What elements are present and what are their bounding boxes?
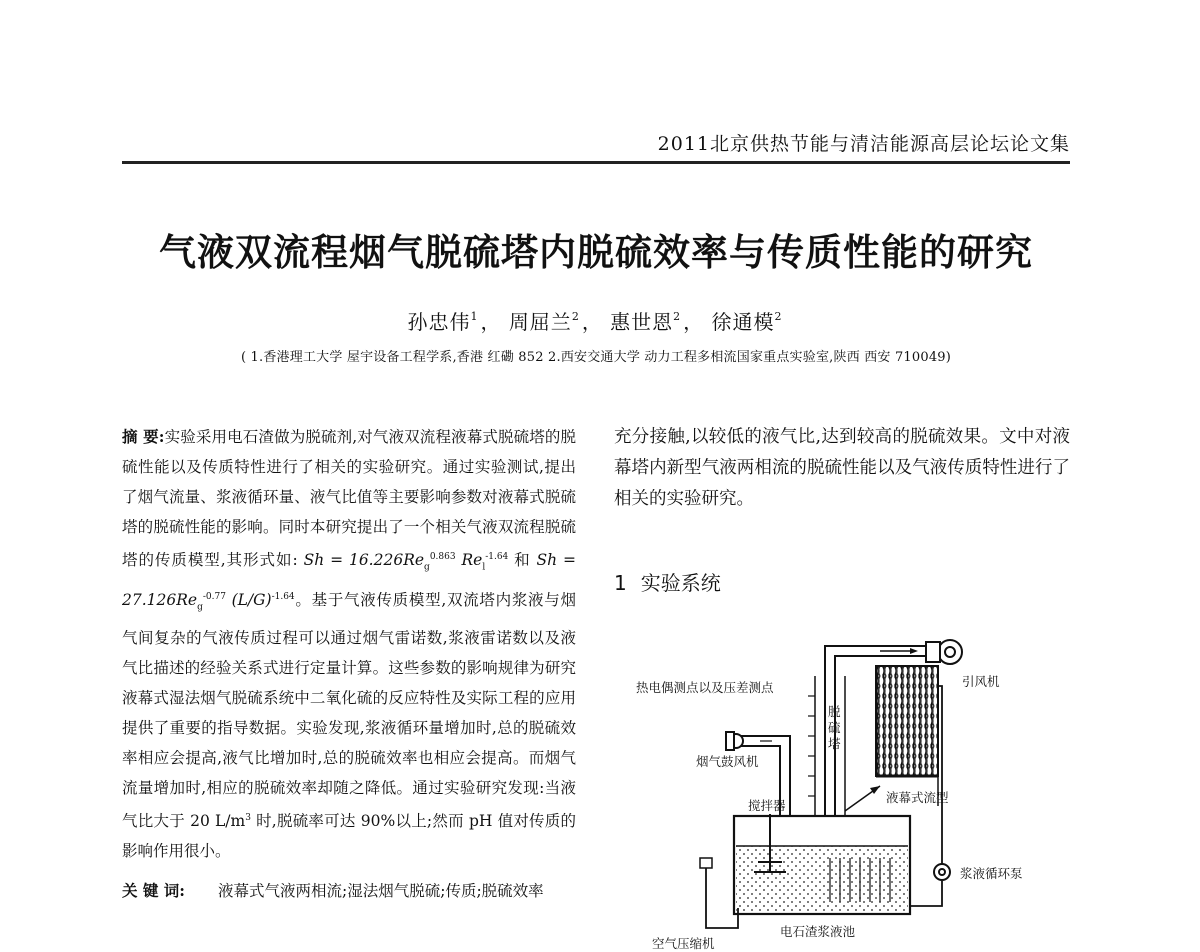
author-name: 周屈兰 bbox=[508, 310, 572, 334]
section-title-text: 实验系统 bbox=[640, 571, 721, 595]
label-tank: 电石渣浆液池 bbox=[780, 924, 856, 939]
author-separator: ， bbox=[480, 310, 502, 334]
running-header: 2011北京供热节能与清洁能源高层论坛论文集 bbox=[657, 133, 1070, 155]
author-affil-mark: 2 bbox=[571, 310, 580, 323]
abstract-text-1: 实验采用电石渣做为脱硫剂,对气液双流程液幕式脱硫塔的脱硫性能以及传质特性进行了相关的实验研究。通过实验测试,提出了烟气流量、浆液循环量、液气比值等主要影响参数对液幕式脱硫塔的脱硫性能的影响。同时本研究提出了一个相关气液双流程脱硫塔的传质模型,其形式如: bbox=[122, 428, 576, 570]
label-tower: 脱硫塔 bbox=[828, 704, 841, 751]
author-separator: ， bbox=[581, 310, 603, 334]
label-liquid-curtain: 液幕式流型 bbox=[886, 790, 949, 805]
equation-2-exp2: -1.64 bbox=[271, 592, 295, 603]
author-separator: ， bbox=[683, 310, 705, 334]
author-name: 孙忠伟 bbox=[407, 310, 471, 334]
equation-2-tail: (L/G) bbox=[225, 591, 272, 610]
label-thermocouple: 热电偶测点以及压差测点 bbox=[636, 680, 774, 695]
label-fan: 引风机 bbox=[962, 674, 1000, 689]
author-affil-mark: 2 bbox=[774, 310, 783, 323]
label-pump: 浆液循环泵 bbox=[960, 866, 1023, 881]
author-list bbox=[122, 306, 1070, 335]
unit-exponent: 3 bbox=[245, 812, 251, 823]
blower-icon bbox=[726, 732, 743, 750]
header-rule bbox=[122, 161, 1070, 164]
abstract-text-2: 。基于气液传质模型,双流塔内浆液与烟气间复杂的气液传质过程可以通过烟气雷诺数,浆液雷诺数以及液气比描述的经验关系式进行定量计算。这些参数的影响规律为研究液幕式湿法烟气脱硫系统中二氧化硫的反应特性及实际工程的应用提供了重要的指导数据。实验发现,浆液循环量增加时,总的脱硫效率相应会提高,液气比增加时,总的脱硫效率也相应会提高。而烟气流量增加时,相应的脱硫效率却随之降低。通过实验研究发现:当液气比大于 20 L/m bbox=[122, 591, 576, 830]
intro-paragraph: 充分接触,以较低的液气比,达到较高的脱硫效果。文中对液幕塔内新型气液两相流的脱硫性能以及气液传质特性进行了相关的实验研究。 bbox=[614, 427, 1070, 509]
abstract-text-3: 时,脱硫率可达 90%以上;然而 pH 值对传质的影响作用很小。 bbox=[122, 811, 577, 860]
keywords-label: 关 键 词: bbox=[122, 880, 186, 900]
right-column bbox=[614, 422, 1070, 596]
equation-1-exp: 0.863 bbox=[429, 552, 456, 562]
label-blower: 烟气鼓风机 bbox=[696, 754, 759, 769]
affiliation: ( 1.香港理工大学 屋宇设备工程学系,香港 红磡 852 2.西安交通大学 动力工程多相流国家重点实验室,陕西 西安 710049) bbox=[240, 350, 952, 365]
equation-1-mid: Re bbox=[455, 551, 483, 570]
equation-2: Sh = 27.126Re bbox=[122, 551, 577, 610]
compressor-valve-icon bbox=[700, 858, 712, 868]
author-name: 惠世恩 bbox=[610, 310, 674, 334]
label-compressor: 空气压缩机 bbox=[652, 936, 715, 951]
equation-1: Sh = 16.226Re bbox=[303, 551, 425, 570]
section-heading bbox=[614, 567, 1070, 596]
keywords-text: 液幕式气液两相流;湿法烟气脱硫;传质;脱硫效率 bbox=[218, 881, 544, 900]
author-name: 徐通模 bbox=[711, 310, 775, 334]
liquid-curtain-box bbox=[876, 666, 938, 776]
left-column bbox=[122, 422, 576, 906]
section-number: 1 bbox=[614, 571, 627, 595]
abstract-label: 摘 要: bbox=[122, 427, 165, 446]
equation-1-exp2: -1.64 bbox=[485, 552, 509, 562]
flow-arrow-head bbox=[910, 648, 918, 654]
label-stirrer: 搅拌器 bbox=[748, 798, 786, 813]
keywords bbox=[122, 876, 576, 906]
slurry-liquid bbox=[736, 846, 908, 912]
fan-icon bbox=[926, 640, 962, 664]
paper-title: 气液双流程烟气脱硫塔内脱硫效率与传质性能的研究 bbox=[159, 231, 1033, 274]
abstract-and: 和 bbox=[508, 551, 537, 570]
author-affil-mark: 2 bbox=[673, 310, 682, 323]
experiment-system-figure bbox=[630, 636, 1070, 951]
equation-2-exp: -0.77 bbox=[202, 592, 226, 603]
pump-return-line bbox=[910, 881, 942, 906]
pump-icon bbox=[934, 864, 950, 880]
measurement-ticks bbox=[808, 696, 815, 816]
abstract: 摘 要:实验采用电石渣做为脱硫剂,对气液双流程液幕式脱硫塔的脱硫性能以及传质特性进行了相关的实验研究。通过实验测试,提出了烟气流量、浆液循环量、液气比值等主要影响参数对液幕式脱硫塔的脱硫性能的影响。同时本研究提出了一个相关气液双流程脱硫塔的传质模型,其形式如: $Sh = 16.226Re_g^{0.863}$ $Re_l^{-1.64}$ 和 $Sh = 27.126Re_g^{-0.77}$ $(L/G)^{-1.64}$。基于气液传质模型,双流塔内浆液与烟气间复杂的气液传质过程可以通过烟气雷诺数,浆液雷诺数以及液气比描述的经验关系式进行定量计算。这些参数的影响规律为研究液幕式湿法烟气脱硫系统中二氧化硫的反应特性及实际工程的应用提供了重要的指导数据。实验发现,浆液循环量增加时,总的脱硫效率相应会提高,液气比增加时,总的脱硫效率也相应会提高。而烟气流量增加时,相应的脱硫效率却随之降低。通过实验研究发现:当液气比大于 20 $L/m^3$ 时,脱硫率可达 90%以上;然而 pH 值对传质的影响作用很小。 bbox=[122, 427, 577, 860]
author-affil-mark: 1 bbox=[470, 310, 479, 323]
